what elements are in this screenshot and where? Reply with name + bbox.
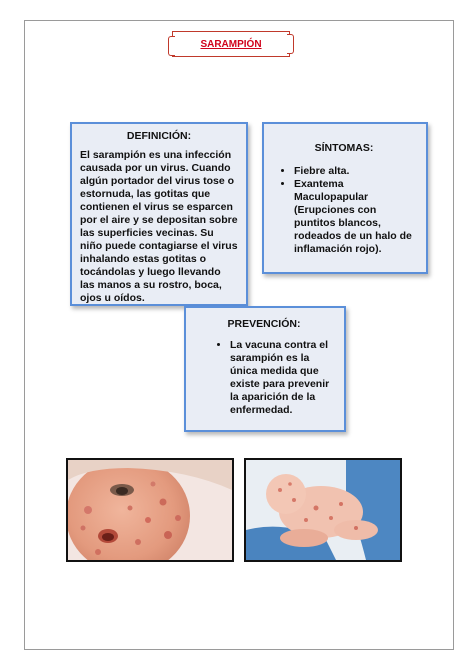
baby-rash-photo — [244, 458, 402, 562]
sintomas-heading: SÍNTOMAS: — [314, 142, 374, 154]
child-rash-photo — [66, 458, 234, 562]
prevencion-list — [192, 339, 336, 417]
sintomas-list — [270, 165, 418, 256]
list-item: • La vacuna contra el sarampión es la única medida que existe para prevenir la aparición de la enfermedad. — [230, 339, 336, 417]
list-item: • Exantema Maculopapular (Erupciones con puntitos blancos, rodeados de un halo de inflamación rojo). — [294, 178, 418, 256]
baby-held-image — [246, 460, 400, 560]
definicion-note — [70, 122, 248, 306]
child-face-image — [68, 460, 232, 560]
list-item: • Fiebre alta. — [294, 165, 418, 178]
page-title: SARAMPIÓN — [200, 38, 262, 50]
sintomas-note — [262, 122, 428, 274]
title-banner — [172, 31, 290, 57]
definicion-text: El sarampión es una infección causada por un virus. Cuando algún portador del virus tose o estornuda, las gotitas que contienen el virus se esparcen por el aire y se depositan sobre las superficies vecinas. Su niño puede contagiarse el virus inhalando estas gotitas o tocándolas y luego llevando las manos a su rostro, boca, ojos u oídos. — [80, 149, 238, 304]
prevencion-note — [184, 306, 346, 432]
prevencion-heading: PREVENCIÓN: — [227, 318, 301, 330]
definicion-heading: DEFINICIÓN: — [126, 130, 192, 142]
